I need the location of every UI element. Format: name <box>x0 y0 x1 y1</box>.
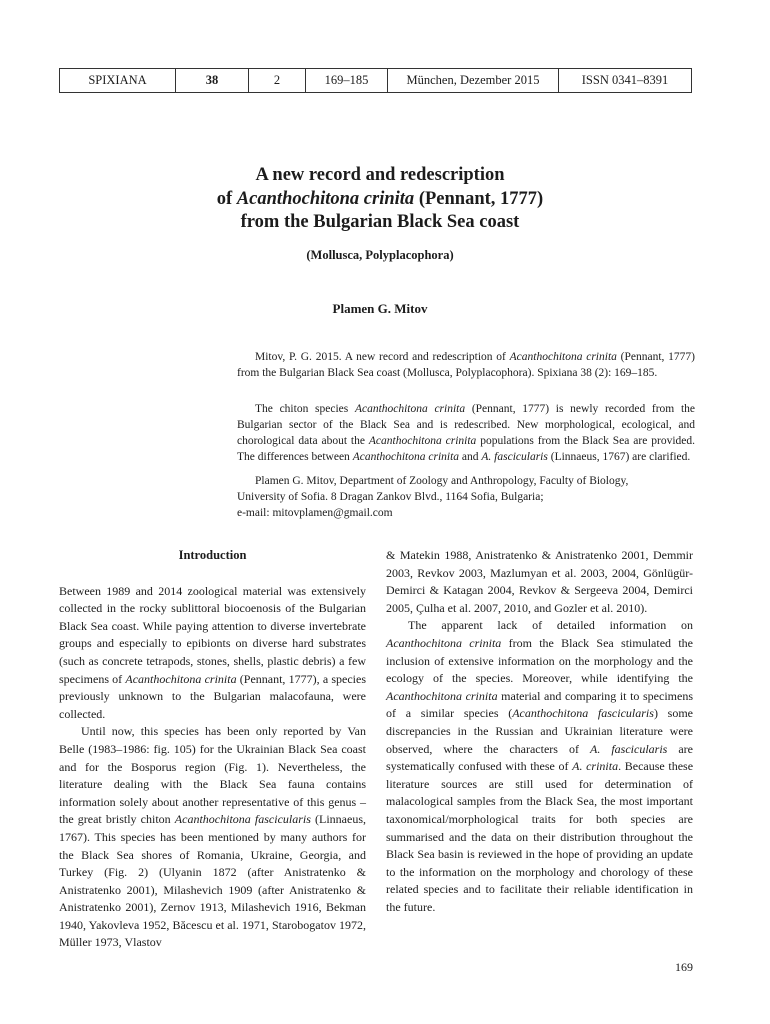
title-species: Acanthochitona crinita <box>236 188 415 209</box>
paper-title <box>80 164 680 235</box>
intro-p2-species: Acanthochitona fascicularis <box>174 812 311 827</box>
address-line-1: Plamen G. Mitov, Department of Zoology and Anthropology, Faculty of Biology, <box>255 475 629 487</box>
citation-text <box>237 349 695 381</box>
abstract-species-1: Acanthochitona crinita <box>354 403 466 415</box>
intro-p3-part-e: are systematically confused with these of <box>386 741 693 774</box>
intro-p3-part-f: . Because these literature sources are still used for determination of malacological samples from the Black Sea, the most important taxonomical/morphological traits for both species are summarised and the data on their distribution throughout the Black Sea basin is reviewed in the hope of providing an update to the information on the morphology and chorology of these related species and to facilitate their reliable identification in the future. <box>386 759 694 914</box>
journal-pages: 169–185 <box>306 69 388 92</box>
intro-p1-part-a: Between 1989 and 2014 zoological material was extensively collected in the rocky sublittoral biocoenosis of the Bulgarian Black Sea coast. While paying attention to diverse invertebrate groups and especially to epibionts on diverse hard substrates (such as concrete tetrapods, stones, shells, plastic debris) a few specimens of <box>59 583 366 686</box>
abstract-block <box>237 401 695 465</box>
abstract-part-d: and <box>459 451 482 463</box>
journal-issn: ISSN 0341–8391 <box>581 73 669 87</box>
citation-part-b: (Pennant, 1777) from the Bulgarian Black Sea coast (Mollusca, Polyplacophora). Spixiana 38 (2): 169–185. <box>237 351 696 379</box>
intro-p3-species-5: A. crinita <box>572 759 619 774</box>
author-address <box>237 473 695 521</box>
intro-p3-species-4: A. fascicularis <box>589 741 668 756</box>
intro-p3-part-a: The apparent lack of detailed information on <box>408 618 693 633</box>
journal-place-date: München, Dezember 2015 <box>388 69 559 92</box>
intro-p2-part-a: Until now, this species has been only reported by Van Belle (1983–1986: fig. 105) for the Ukrainian Black Sea coast and for the Bosporus region (Fig. 1). Nevertheless, the literature dealing with the Black Sea fauna contains information solely about another representative of this genus – the great bristly chiton <box>59 724 366 827</box>
intro-p3-species-2: Acanthochitona crinita <box>386 688 498 703</box>
citation-block <box>237 349 695 381</box>
journal-volume: 38 <box>176 69 249 92</box>
intro-p3-species-3: Acanthochitona fascicularis <box>512 706 654 721</box>
title-line-3: from the Bulgarian Black Sea coast <box>240 212 520 232</box>
abstract-species-3: Acanthochitona crinita <box>352 451 460 463</box>
intro-paragraph-2 <box>59 723 366 952</box>
abstract-part-a: The chiton species <box>255 403 355 415</box>
intro-paragraph-1 <box>59 583 366 724</box>
journal-issue: 2 <box>249 69 306 92</box>
title-line-2 <box>80 188 680 212</box>
intro-p3-part-b: from the Black Sea stimulated the inclusion of extensive information on the morphology and the ecology of the species. Moreover, while identifying the <box>386 635 693 686</box>
abstract-text <box>237 401 695 465</box>
intro-p3-part-d: ) some discrepancies in the Russian and Ukrainian literature were observed, where the characters of <box>386 706 693 756</box>
intro-p1-part-b: (Pennant, 1777), a species previously unknown to the Bulgarian malacofauna, were collected. <box>59 671 367 721</box>
title-line-1: A new record and redescription <box>255 165 505 185</box>
address-line-2: University of Sofia. 8 Dragan Zankov Blvd., 1164 Sofia, Bulgaria; <box>237 491 544 503</box>
intro-p1-species: Acanthochitona crinita <box>125 671 237 686</box>
citation-part-a: Mitov, P. G. 2015. A new record and redescription of <box>255 351 510 363</box>
paper-author: Plamen G. Mitov <box>332 301 428 316</box>
paper-subtitle: (Mollusca, Polyplacophora) <box>306 248 454 262</box>
journal-header <box>59 68 692 93</box>
intro-p3-species-1: Acanthochitona crinita <box>386 635 502 650</box>
title-line-2-post: (Pennant, 1777) <box>414 188 544 209</box>
title-line-2-pre: of <box>216 188 237 209</box>
right-column <box>386 547 693 916</box>
author-email: e-mail: mitovplamen@gmail.com <box>237 507 393 519</box>
abstract-part-c: populations from the Black Sea are provided. The differences between <box>237 435 696 463</box>
abstract-species-2: Acanthochitona crinita <box>368 435 477 447</box>
page-number: 169 <box>675 960 693 974</box>
citation-species: Acanthochitona crinita <box>509 351 617 363</box>
intro-p2-part-b: (Linnaeus, 1767). This species has been mentioned by many authors for the Black Sea shores of Romania, Ukraine, Georgia, and Turkey (Fig. 2) (Ulyanin 1872 (after Anistratenko & Anistratenko 2001), Milashevich 1909 (after Anistratenko & Anistratenko 2001), Zernov 1913, Milashevich 1916, Bekman 1940, Yakovleva 1952, Băcescu et al. 1971, Starobogatov 1972, Müller 1973, Vlastov <box>59 812 367 950</box>
introduction-heading: Introduction <box>178 548 247 562</box>
abstract-part-b: (Pennant, 1777) is newly recorded from the Bulgarian sector of the Black Sea and is redescribed. New morphological, ecological, and chorological data about the <box>237 403 696 447</box>
intro-paragraph-3 <box>386 617 693 916</box>
left-column <box>59 547 366 952</box>
abstract-species-4: A. fascicularis <box>481 451 548 463</box>
intro-paragraph-2-continued: & Matekin 1988, Anistratenko & Anistratenko 2001, Demmir 2003, Revkov 2003, Mazlumyan et al. 2003, 2004, Gönlügür-Demirci & Katagan 2004, Revkov & Sergeeva 2004, Demirci 2005, Çulha et al. 2007, 2010, and Gozler et al. 2010). <box>386 548 693 615</box>
abstract-part-e: (Linnaeus, 1767) are clarified. <box>547 451 691 463</box>
intro-p3-part-c: material and comparing it to specimens of a similar species ( <box>386 688 694 721</box>
journal-name: SPIXIANA <box>60 69 176 92</box>
